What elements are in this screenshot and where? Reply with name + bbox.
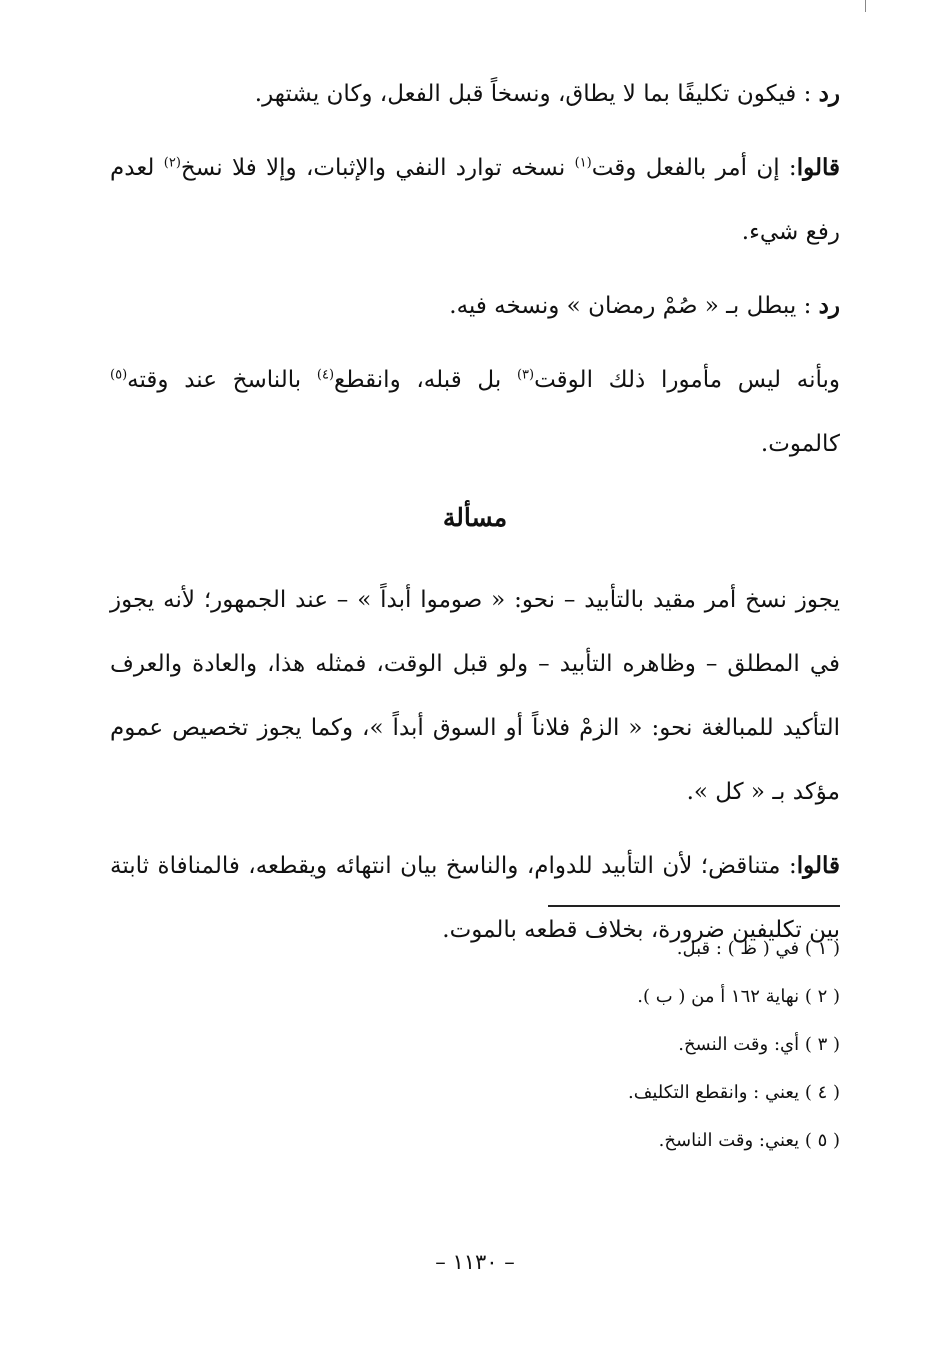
- label-separator: :: [796, 81, 819, 107]
- footnote-separator: [548, 905, 840, 907]
- footnote: ( ٤ ) يعني : وانقطع التكليف.: [627, 1082, 840, 1103]
- speaker-label: قالوا: [796, 154, 840, 181]
- paragraph-text: بل قبله، وانقطع: [334, 367, 517, 393]
- bottom-section: [110, 568, 840, 962]
- label-separator: :: [796, 293, 819, 319]
- paragraph-text: كالموت.: [760, 431, 840, 457]
- paragraph-text: نسخه توارد النفي والإثبات، وإلا فلا نسخ: [180, 155, 575, 181]
- paragraph-text: بالناسخ عند وقته: [127, 367, 317, 393]
- paragraph-text: متناقض؛ لأن التأبيد للدوام، والناسخ بيان انتهائه ويقطعه، فالمنافاة ثابتة بين تكليفين ضرورة، بخلاف قطعه بالموت.: [110, 853, 840, 943]
- footnote-marker: (٣): [516, 367, 535, 383]
- page-number: – ١١٣٠ –: [435, 1250, 515, 1274]
- paragraph: [110, 62, 840, 126]
- top-section: [110, 62, 840, 476]
- paragraph: [110, 568, 840, 824]
- footnote: ( ٥ ) يعني: وقت الناسخ.: [658, 1130, 840, 1151]
- label-separator: :: [779, 155, 797, 181]
- speaker-label: قالوا: [796, 852, 840, 879]
- paragraph: [110, 274, 840, 338]
- footnote-marker: (١): [574, 155, 592, 171]
- speaker-label: رد: [818, 292, 840, 319]
- paragraph-text: يبطل بـ « صُمْ رمضان » ونسخه فيه.: [449, 293, 797, 319]
- speaker-label: رد: [818, 80, 840, 107]
- footnotes: [110, 925, 840, 1165]
- main-text: [110, 62, 840, 972]
- footnote: ( ٢ ) نهاية ١٦٢ أ من ( ب ).: [637, 986, 840, 1007]
- paragraph-text: إن أمر بالفعل وقت: [591, 155, 780, 181]
- footnote: ( ١ ) في ( ظ ) : قبل.: [676, 938, 840, 959]
- footnote-marker: (٥): [110, 367, 128, 383]
- paragraph-text: لعدم رفع شيء.: [110, 155, 840, 245]
- label-separator: :: [780, 853, 797, 879]
- section-heading: مسألة: [442, 503, 508, 532]
- paragraph-text: يجوز نسخ أمر مقيد بالتأبيد – نحو: « صوموا أبداً » – عند الجمهور؛ لأنه يجوز في المطلق – وظاهره التأبيد – ولو قبل الوقت، فمثله هذا، والعادة والعرف التأكيد للمبالغة نحو: « الزمْ فلاناً أو السوق أبداً »، وكما يجوز تخصيص عموم مؤكد بـ « كل ».: [110, 587, 840, 805]
- paragraph-text: وبأنه ليس مأمورا ذلك الوقت: [534, 367, 840, 393]
- paragraph-text: فيكون تكليفًا بما لا يطاق، ونسخاً قبل الفعل، وكان يشتهر.: [254, 81, 797, 107]
- footnote-marker: (٢): [163, 155, 181, 171]
- footnote-marker: (٤): [316, 367, 335, 383]
- paragraph: [110, 136, 840, 264]
- page-edge-mark: [865, 0, 866, 12]
- footnote: ( ٣ ) أي: وقت النسخ.: [678, 1034, 840, 1055]
- paragraph: [110, 348, 840, 476]
